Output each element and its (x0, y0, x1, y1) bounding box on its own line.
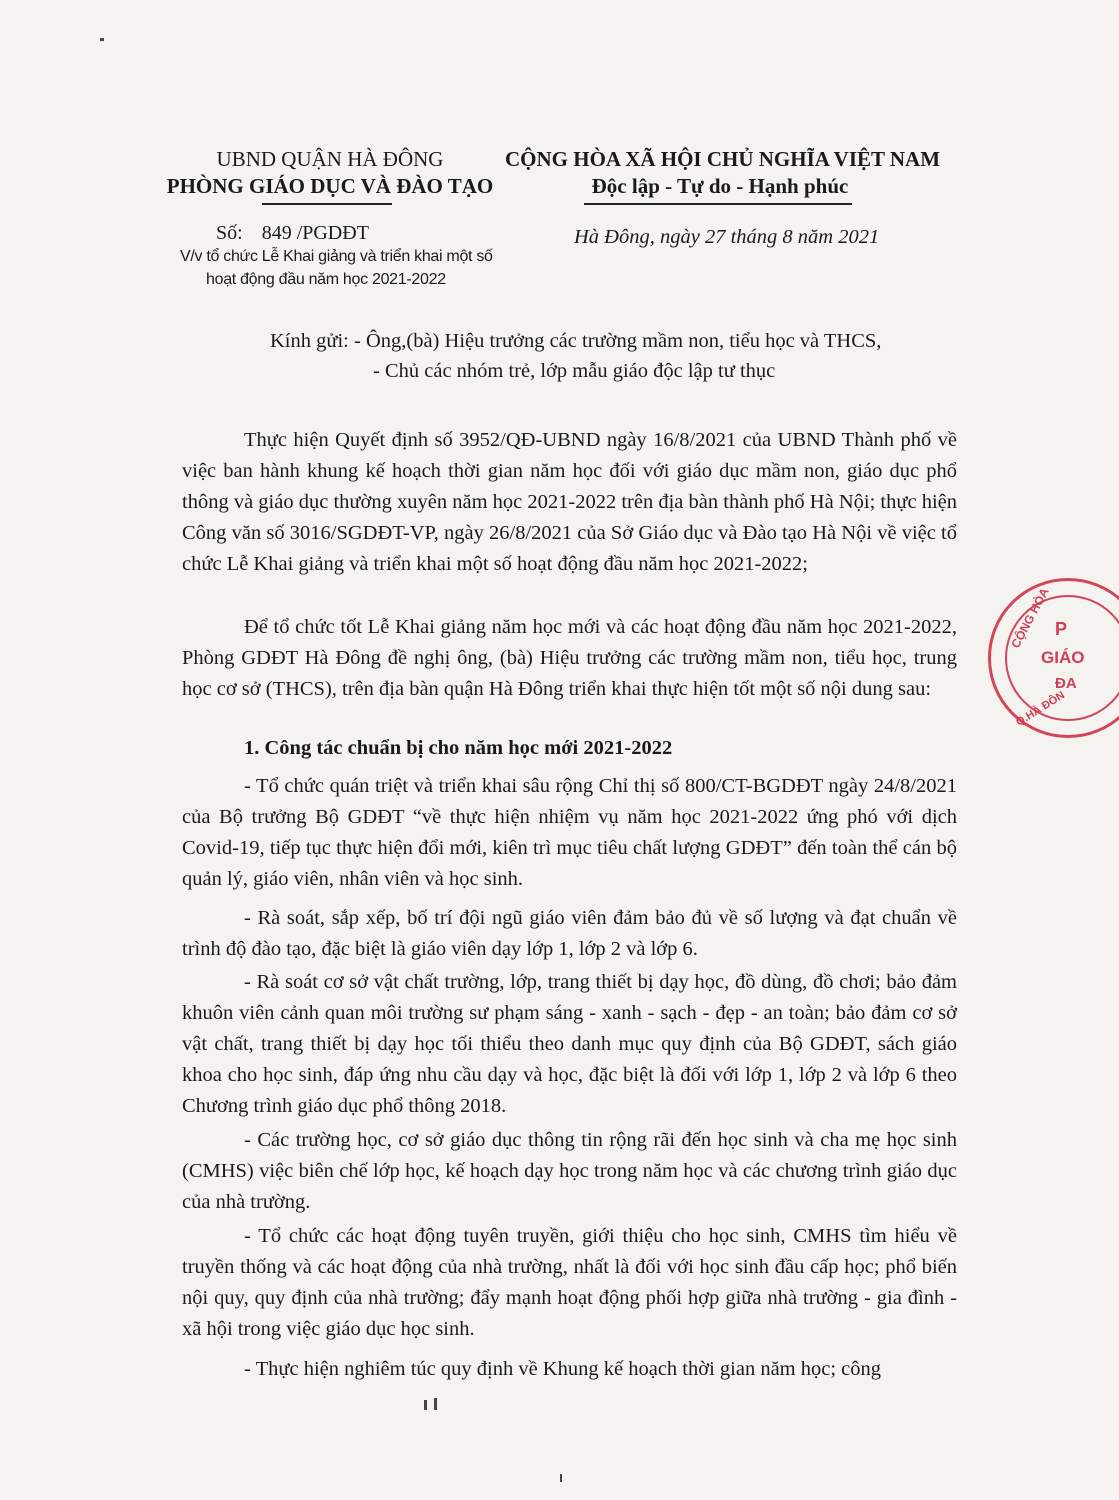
bullet-item-3: - Rà soát cơ sở vật chất trường, lớp, trang thiết bị dạy học, đồ dùng, đồ chơi; bảo đảm khuôn viên cảnh quan môi trường sư phạm sáng - xanh - sạch - đẹp - an toàn; bảo đảm cơ sở vật chất, trang thiết bị dạy học tối thiểu theo danh mục quy định của Bộ GDĐT, sách giáo khoa cho học sinh, đáp ứng nhu cầu dạy và học, đặc biệt là đối với lớp 1, lớp 2 và lớp 6 theo Chương trình giáo dục phổ thông 2018. (182, 971, 957, 1117)
right-header-rule (584, 203, 852, 205)
bullet-item-5: - Tổ chức các hoạt động tuyên truyền, giới thiệu cho học sinh, CMHS tìm hiểu về truyền thống và các hoạt động của nhà trường, nhất là đối với học sinh đầu cấp học; phổ biến nội quy, quy định của nhà trường; đẩy mạnh hoạt động phối hợp giữa nhà trường - gia đình - xã hội trong việc giáo dục học sinh. (182, 1225, 957, 1340)
seal-arc-text: CỘNG HÒA (1008, 585, 1052, 651)
national-motto: Độc lập - Tự do - Hạnh phúc (591, 174, 849, 198)
subject-line-1: V/v tổ chức Lễ Khai giảng và triển khai một số (180, 248, 493, 265)
paragraph-intro: Thực hiện Quyết định số 3952/QĐ-UBND ngày 16/8/2021 của UBND Thành phố về việc ban hành khung kế hoạch thời gian năm học đối với giáo dục mầm non, giáo dục phổ thông và giáo dục thường xuyên năm học 2021-2022 trên địa bàn thành phố Hà Nội; thực hiện Công văn số 3016/SGDĐT-VP, ngày 26/8/2021 của Sở Giáo dục và Đào tạo Hà Nội về việc tổ chức Lễ Khai giảng và triển khai một số hoạt động đầu năm học 2021-2022; (182, 429, 957, 575)
seal-letter-p: P (1055, 619, 1068, 639)
document-date: Hà Đông, ngày 27 tháng 8 năm 2021 (574, 226, 880, 248)
department-name: PHÒNG GIÁO DỤC VÀ ĐÀO TẠO (166, 174, 494, 198)
scan-speck (100, 38, 104, 41)
official-seal (988, 578, 1119, 738)
national-title: CỘNG HÒA XÃ HỘI CHỦ NGHĨA VIỆT NAM (505, 147, 941, 171)
agency-name: UBND QUẬN HÀ ĐÔNG (216, 147, 444, 171)
recipient-line-1: Kính gửi: - Ông,(bà) Hiệu trưởng các trường mầm non, tiểu học và THCS, (270, 330, 882, 352)
bullet-item-6: - Thực hiện nghiêm túc quy định về Khung kế hoạch thời gian năm học; công (244, 1358, 882, 1380)
document-number-label: Số: (216, 222, 243, 244)
bullet-item-4: - Các trường học, cơ sở giáo dục thông tin rộng rãi đến học sinh và cha mẹ học sinh (CMHS) việc biên chế lớp học, kế hoạch dạy học trong năm học và các chương trình giáo dục của nhà trường. (182, 1129, 957, 1213)
document-number (216, 222, 369, 245)
seal-letters: ĐA (1055, 675, 1077, 692)
bullet-item-2: - Rà soát, sắp xếp, bố trí đội ngũ giáo viên đảm bảo đủ về số lượng và đạt chuẩn về trình độ đào tạo, đặc biệt là giáo viên dạy lớp 1, lớp 2 và lớp 6. (182, 907, 957, 960)
paragraph-request: Để tổ chức tốt Lễ Khai giảng năm học mới và các hoạt động đầu năm học 2021-2022, Phòng GDĐT Hà Đông đề nghị ông, (bà) Hiệu trưởng các trường mầm non, tiểu học, trung học cơ sở (THCS), trên địa bàn quận Hà Đông triển khai thực hiện tốt một số nội dung sau: (182, 616, 957, 700)
subject-line-2: hoạt động đầu năm học 2021-2022 (206, 271, 446, 288)
section-heading-1: 1. Công tác chuẩn bị cho năm học mới 2021-2022 (244, 737, 673, 759)
bullet-item-1: - Tổ chức quán triệt và triển khai sâu rộng Chỉ thị số 800/CT-BGDĐT ngày 24/8/2021 của Bộ trưởng Bộ GDĐT “về thực hiện nhiệm vụ năm học 2021-2022 ứng phó với dịch Covid-19, tiếp tục thực hiện đổi mới, kiên trì mục tiêu chất lượng GDĐT” đến toàn thể cán bộ quản lý, giáo viên, nhân viên và học sinh. (182, 775, 957, 890)
recipient-line-2: - Chủ các nhóm trẻ, lớp mẫu giáo độc lập tư thục (373, 360, 776, 382)
seal-center-text: GIÁO (1041, 648, 1085, 667)
scan-speck (424, 1400, 427, 1410)
scan-speck (560, 1474, 562, 1482)
seal-bottom-text: Q.HÀ ĐÔN (1013, 689, 1068, 729)
left-header-rule (262, 203, 392, 205)
scan-speck (434, 1398, 437, 1410)
document-number-value: 849 /PGDĐT (261, 222, 369, 244)
